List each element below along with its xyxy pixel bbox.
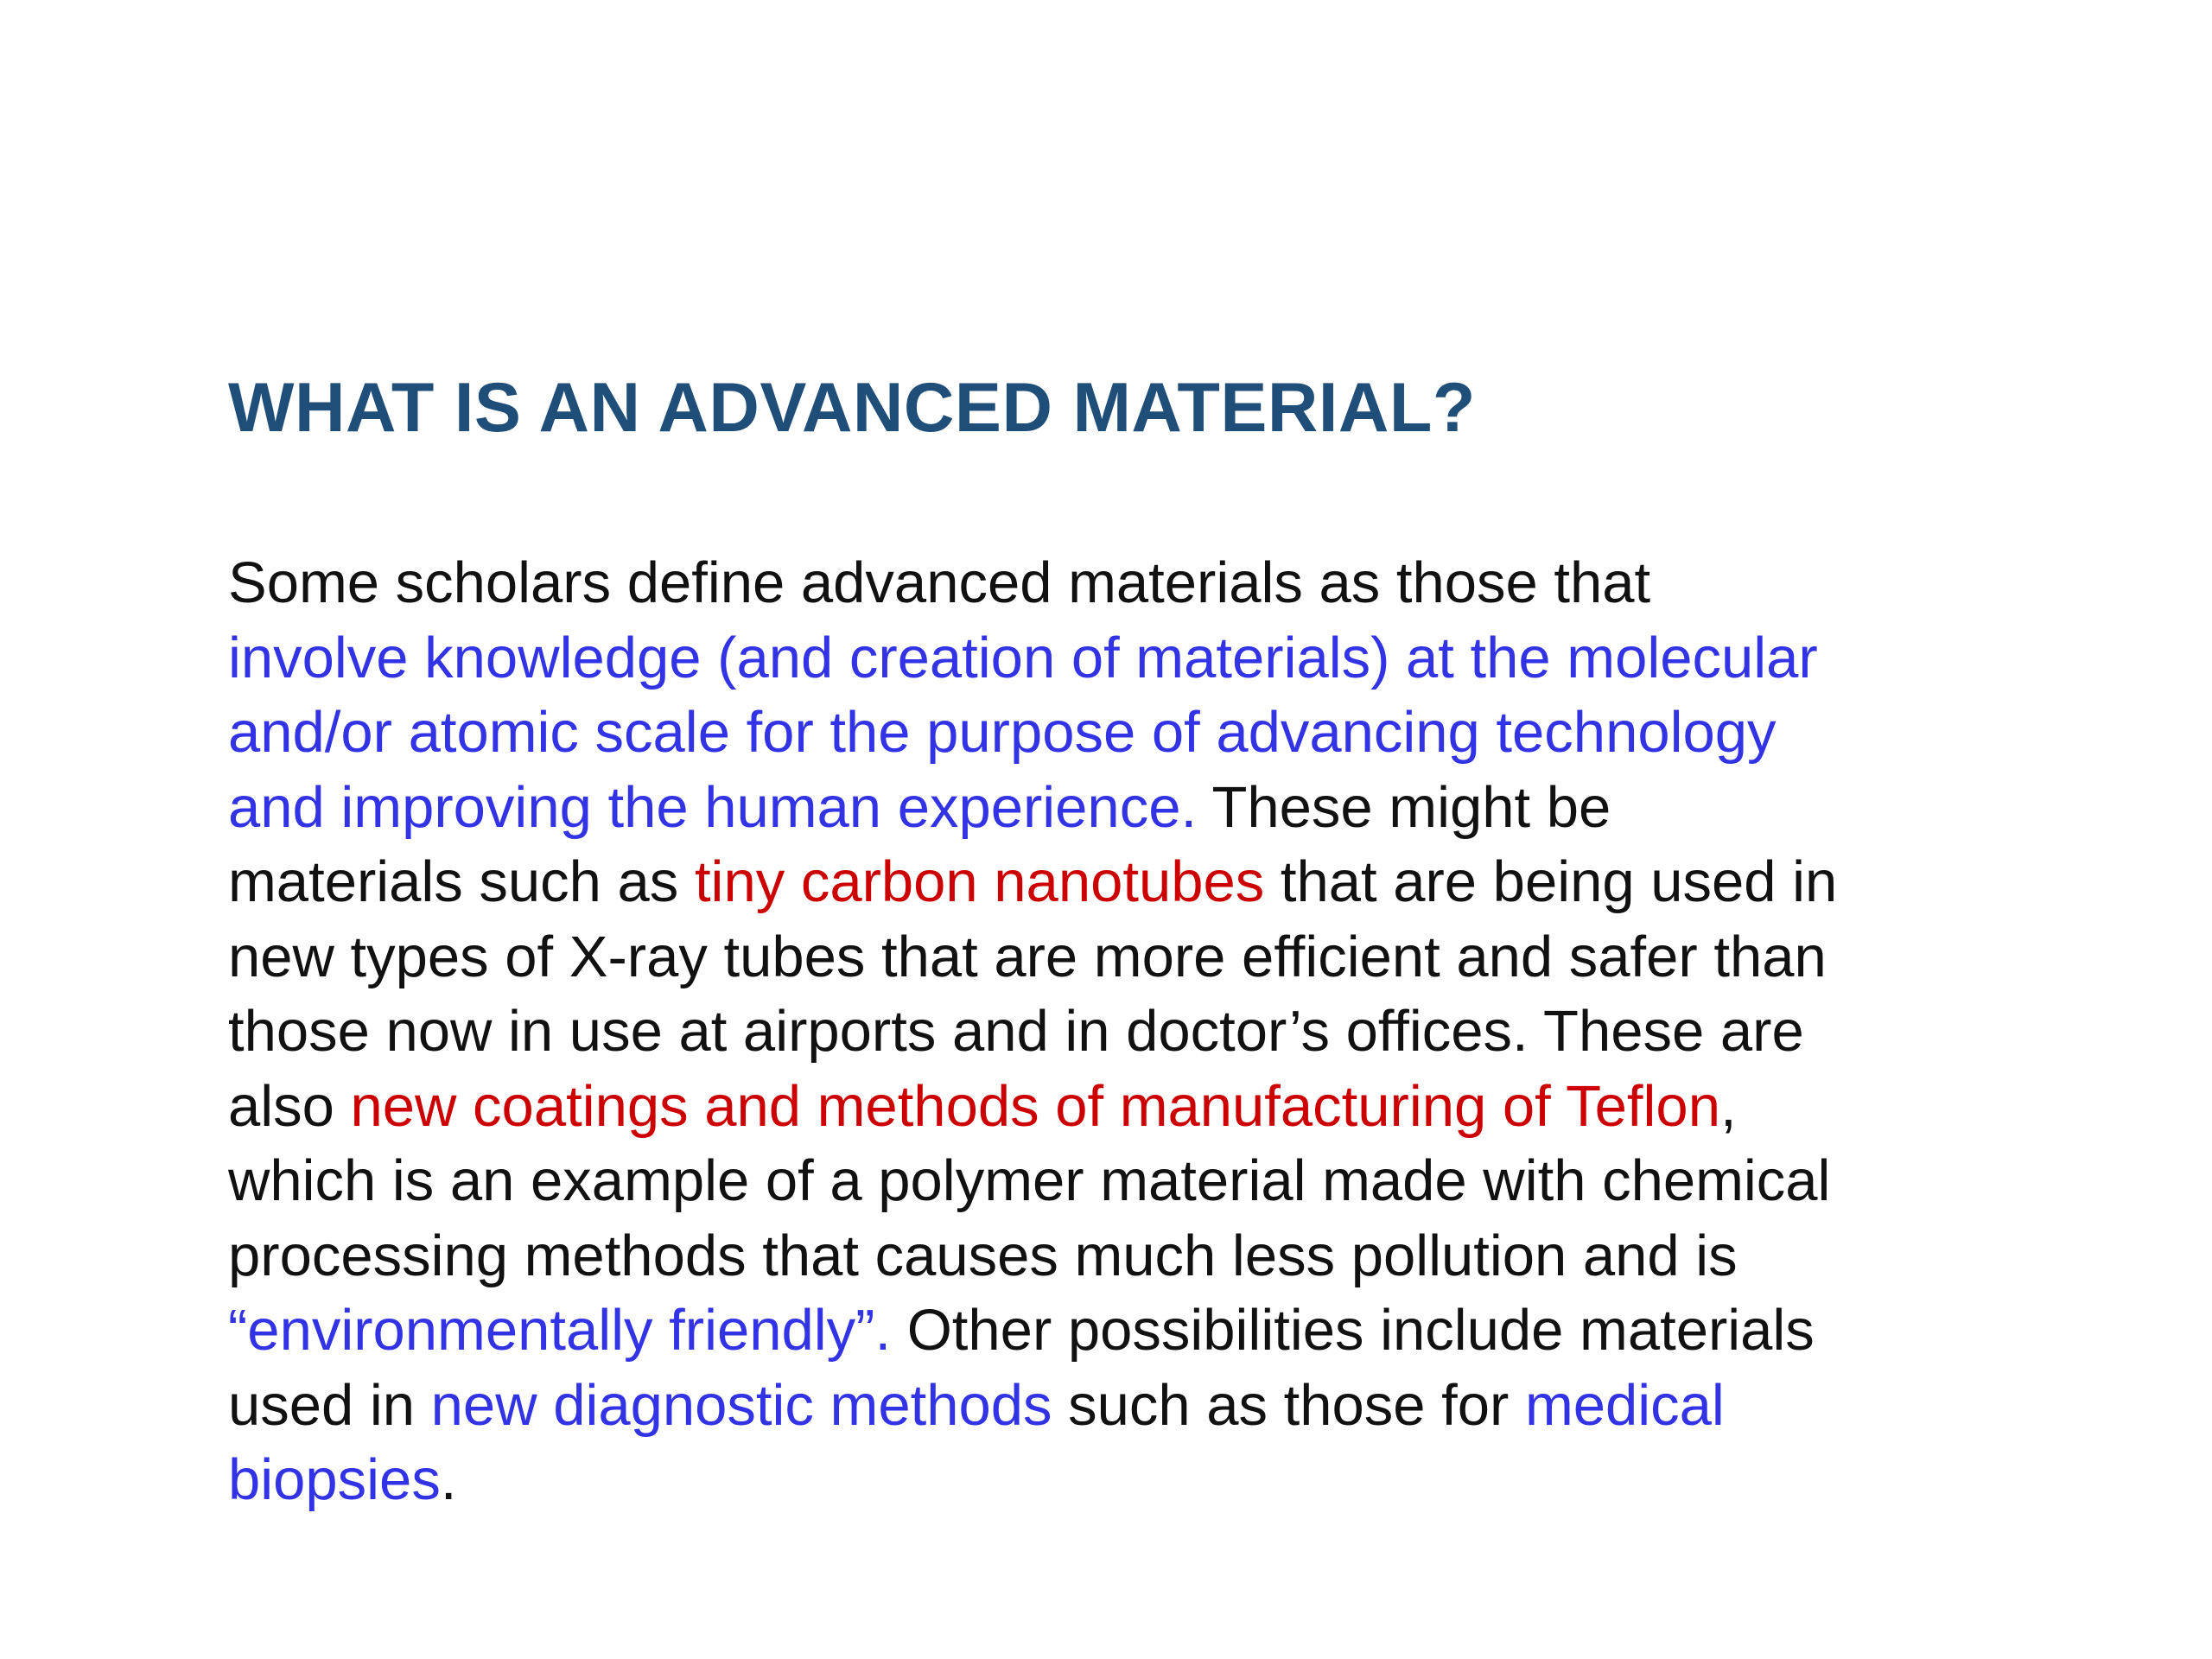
body-text-segment: Some scholars define advanced materials as those that	[228, 550, 1651, 615]
body-line	[228, 696, 2008, 771]
body-text-segment: processing methods that causes much less pollution and is	[228, 1223, 1738, 1288]
body-line	[228, 546, 2008, 621]
body-text-segment: also	[228, 1073, 351, 1139]
body-line	[228, 1070, 2008, 1145]
body-text-segment: that are being used in	[1264, 849, 1838, 914]
body-text-segment: These might be	[1197, 774, 1611, 840]
body-line	[228, 1294, 2008, 1369]
highlighted-text-segment: “environmentally friendly”.	[228, 1298, 892, 1363]
body-text-segment: which is an example of a polymer material made with chemical	[228, 1148, 1831, 1213]
body-line	[228, 1219, 2008, 1294]
body-line	[228, 1443, 2008, 1518]
slide-title: WHAT IS AN ADVANCED MATERIAL?	[228, 369, 1476, 447]
body-text-segment: new types of X-ray tubes that are more efficient and safer than	[228, 924, 1827, 989]
body-line	[228, 1369, 2008, 1444]
body-text-segment: such as those for	[1052, 1372, 1525, 1438]
body-line	[228, 1144, 2008, 1219]
highlighted-text-segment: biopsies	[228, 1447, 441, 1512]
body-line	[228, 995, 2008, 1070]
body-line	[228, 920, 2008, 995]
highlighted-text-segment: new diagnostic methods	[430, 1372, 1052, 1438]
body-text-segment: used in	[228, 1372, 431, 1438]
body-line	[228, 845, 2008, 920]
body-line	[228, 621, 2008, 696]
highlighted-text-segment: and improving the human experience.	[228, 774, 1198, 840]
body-text-segment: Other possibilities include materials	[891, 1298, 1815, 1363]
highlighted-text-segment: and/or atomic scale for the purpose of advancing technology	[228, 700, 1777, 765]
body-text-segment: ,	[1719, 1073, 1737, 1139]
body-line	[228, 771, 2008, 846]
body-text-segment: materials such as	[228, 849, 695, 914]
body-paragraph	[228, 546, 2008, 1518]
highlighted-text-segment: involve knowledge (and creation of materials) at the molecular	[228, 625, 1818, 690]
highlighted-text-segment: medical	[1524, 1372, 1725, 1438]
highlighted-text-segment: tiny carbon nanotubes	[694, 849, 1265, 914]
body-text-segment: those now in use at airports and in doctor’s offices. These are	[228, 999, 1804, 1064]
highlighted-text-segment: new coatings and methods of manufacturing of Teflon	[350, 1073, 1720, 1139]
body-text-segment: .	[440, 1447, 457, 1512]
